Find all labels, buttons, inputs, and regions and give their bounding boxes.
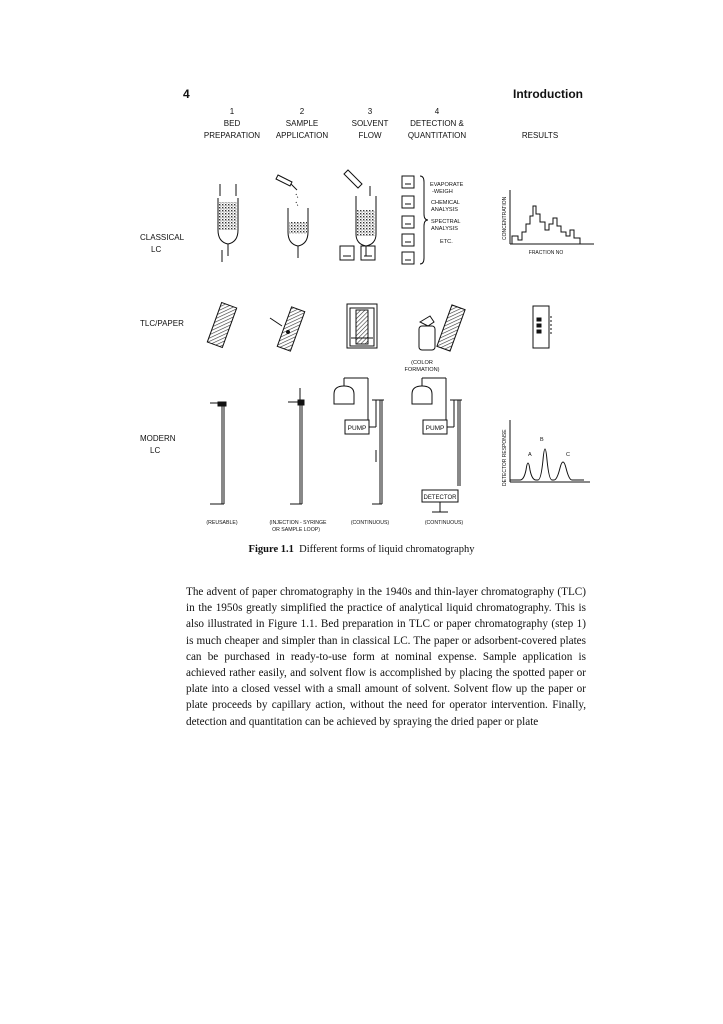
tlc-results-plate bbox=[533, 306, 551, 348]
col1-line2: PREPARATION bbox=[203, 131, 261, 140]
col2-line1: SAMPLE bbox=[285, 119, 319, 128]
tlc-col2-plate bbox=[270, 307, 305, 351]
modern-col3-note: (CONTINUOUS) bbox=[350, 520, 390, 526]
classical-detection-vials bbox=[402, 176, 428, 264]
row-label-modern-2: LC bbox=[150, 446, 161, 455]
evaporate-label: EVAPORATE bbox=[430, 182, 464, 188]
analysis-label-1: ANALYSIS bbox=[431, 207, 458, 213]
tlc-col3-tank bbox=[347, 304, 377, 348]
modern-col4-note: (CONTINUOUS) bbox=[424, 520, 464, 526]
modern-col4-system bbox=[412, 378, 462, 512]
running-head: Introduction bbox=[513, 87, 583, 101]
pump-label-col3: PUMP bbox=[347, 425, 367, 432]
classical-results-chart bbox=[510, 190, 594, 244]
modern-col3-system bbox=[334, 378, 384, 504]
col3-number: 3 bbox=[367, 107, 373, 116]
col4-line1: DETECTION & bbox=[410, 119, 464, 128]
chemical-label: CHEMICAL bbox=[431, 200, 460, 206]
classical-chart-xlabel: FRACTION NO bbox=[528, 250, 564, 256]
body-paragraph: The advent of paper chromatography in the 1940s and thin-layer chromatography (TLC) in the 1950s greatly simplified the practice of analytical liquid chromatography. This is also illustrated in Figure 1.1. Bed preparation in TLC or paper chromatography (step 1) is much cheaper and simpler than in classical LC. The paper or adsorbent-covered plates can be purchased in ready-to-use form at nominal expense. Sample application is achieved rather easily, and solvent flow is accomplished by placing the spotted paper or plate into a closed vessel with a small amount of solvent. Solvent flow up the paper or plate proceeds by capillary action, without the need for operator intervention. Finally, detection and quantitation can be achieved by spraying the dried paper or plate bbox=[186, 586, 586, 728]
peak-a-label: A bbox=[528, 452, 532, 458]
col3-line2: FLOW bbox=[358, 131, 382, 140]
modern-col2-note-2: OR SAMPLE LOOP) bbox=[272, 527, 320, 533]
analysis-label-2: ANALYSIS bbox=[431, 226, 458, 232]
modern-col1-note: (REUSABLE) bbox=[206, 520, 238, 526]
col2-number: 2 bbox=[299, 107, 305, 116]
figure-caption bbox=[0, 544, 723, 555]
detector-label: DETECTOR bbox=[423, 495, 457, 501]
modern-col2-note-1: (INJECTION - SYRINGE bbox=[269, 520, 327, 526]
classical-col3-column bbox=[340, 170, 376, 260]
modern-col2-column bbox=[288, 388, 304, 504]
modern-col1-column bbox=[210, 402, 226, 504]
col1-line1: BED bbox=[223, 119, 241, 128]
classical-detection-text bbox=[430, 182, 464, 245]
figure-caption-text: Different forms of liquid chromatography bbox=[299, 544, 475, 555]
figure-caption-label: Figure 1.1 bbox=[248, 544, 294, 555]
col4-line2: QUANTITATION bbox=[407, 131, 467, 140]
classical-col2-column bbox=[276, 175, 308, 258]
row-label-classical-1: CLASSICAL bbox=[140, 233, 185, 242]
color-formation-1: (COLOR bbox=[411, 360, 433, 366]
color-formation-2: FORMATION) bbox=[404, 367, 440, 373]
spectral-label: SPECTRAL bbox=[431, 219, 461, 225]
peak-c-label: C bbox=[566, 452, 570, 458]
col1-number: 1 bbox=[229, 107, 235, 116]
classical-chart-ylabel: CONCENTRATION bbox=[502, 196, 508, 240]
results-label: RESULTS bbox=[521, 131, 559, 140]
row-label-tlc: TLC/PAPER bbox=[140, 319, 184, 328]
modern-chart-ylabel: DETECTOR RESPONSE bbox=[502, 429, 508, 486]
col2-line2: APPLICATION bbox=[275, 131, 329, 140]
pump-label-col4: PUMP bbox=[425, 425, 445, 432]
page-number: 4 bbox=[183, 87, 190, 101]
tlc-col1-plate bbox=[207, 303, 236, 348]
col4-number: 4 bbox=[434, 107, 440, 116]
tlc-col4-sprayer bbox=[419, 305, 465, 351]
peak-b-label: B bbox=[540, 437, 544, 443]
etc-label: ETC. bbox=[440, 239, 453, 245]
col3-line1: SOLVENT bbox=[351, 119, 389, 128]
modern-results-chart bbox=[510, 420, 590, 482]
classical-col1-column bbox=[218, 184, 238, 262]
row-label-classical-2: LC bbox=[151, 245, 162, 254]
weigh-label: -WEIGH bbox=[432, 189, 453, 195]
row-label-modern-1: MODERN bbox=[140, 434, 176, 443]
